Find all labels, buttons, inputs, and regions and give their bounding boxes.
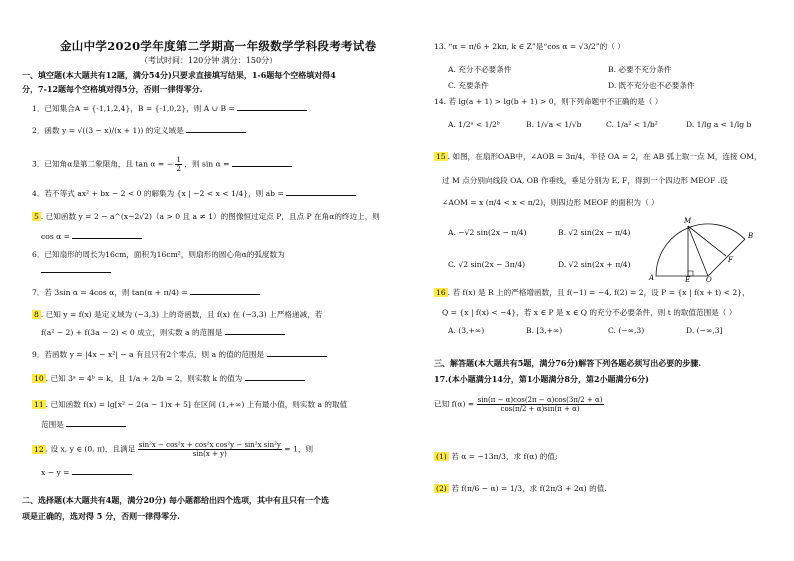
- fraction-numerator: sin(π − α)cos(2π − α)cos(3π/2 + α): [477, 396, 603, 404]
- option-13-D[interactable]: D. 既不充分也不必要条件: [608, 81, 695, 90]
- question-3-text-b: ，则 sin α =: [184, 159, 230, 169]
- part-2-number: (2): [436, 484, 447, 493]
- question-13: 13. “α = π/6 + 2kπ, k ∈ Z”是“cos α = √3/2”的（ ）: [434, 42, 625, 51]
- question-3-text-a: 3．已知角α是第二象限角，且 tan α = −: [32, 159, 174, 169]
- question-17: [434, 396, 604, 413]
- section1-header-line2: 分，7-12题每个空格填对得5分，否则一律得零分.: [22, 84, 203, 94]
- question-10-text: . 已知 3ᵃ = 4ᵇ = k，且 1/a + 2/b = 2，则实数 k 的值为: [45, 374, 243, 383]
- question-10-number: 10: [34, 374, 44, 383]
- section3-header: 三、解答题(本大题共有5题，满分76分)解答下列各题必须写出必要的步骤.: [434, 358, 702, 368]
- question-17-text: 已知 f(α) =: [434, 399, 475, 409]
- question-2-text-b: 的定义域是: [145, 126, 184, 135]
- question-5-text-b: cos α =: [41, 232, 71, 241]
- option-16-D[interactable]: D. (−∞,3]: [686, 326, 723, 335]
- fraction-denominator: cos(π/2 + α)sin(π + α): [500, 405, 580, 413]
- question-7: [32, 286, 260, 298]
- section1-header-line1: 一、填空题(本大题共有12题，满分54分)只要求直接填写结果，1-6题每个空格填对得4: [22, 70, 336, 80]
- answer-blank[interactable]: [245, 372, 305, 381]
- question-3: [32, 156, 292, 173]
- question-15-line3: ∠AOM = x (π/4 < x < π/2)，则四边形 MEOF 的面积为（ ）: [442, 198, 659, 207]
- question-15: [434, 152, 762, 162]
- question-11-text-a: . 已知函数 f(x) = lg[x² − 2(a − 1)x + 5] 在区间 (1,+∞) 上有最小值，则实数 a 的取值: [45, 400, 348, 409]
- part-2-text: 若 f(π/6 − α) = 1/3，求 f(2π/3 + 2α) 的值.: [451, 484, 607, 493]
- option-15-C[interactable]: C. √2 sin(2x − 3π/4): [448, 260, 526, 269]
- question-8: [32, 310, 322, 320]
- question-3-fraction: [175, 156, 181, 173]
- answer-blank[interactable]: [72, 466, 132, 475]
- question-7-text: 7．若 3sin α = 4cos α，则 tan(α + π/4) =: [32, 288, 188, 297]
- label-M: M: [684, 217, 692, 225]
- question-15-text-a: . 如图，在扇形OAB中，∠AOB = 3π/4，半径 OA = 2，在 AB 弧上取一点 M，连接 OM，: [447, 152, 762, 161]
- question-12-fraction: [138, 441, 282, 458]
- answer-blank[interactable]: [232, 158, 292, 167]
- question-12-line2: [41, 466, 132, 478]
- answer-blank[interactable]: [225, 326, 285, 335]
- question-16: [434, 288, 750, 298]
- question-17-header: 17.(本小题满分14分，第1小题满分8分，第2小题满分6分): [434, 374, 649, 384]
- part-1-number: (1): [436, 452, 447, 461]
- answer-blank[interactable]: [237, 102, 307, 111]
- question-12-text-b: = 1，则: [284, 444, 314, 454]
- answer-blank[interactable]: [190, 286, 260, 295]
- sector-figure: [646, 210, 786, 282]
- question-8-text-a: . 已知 y = f(x) 是定义域为 (−3,3) 上的奇函数，且 f(x) 在 (−3,3) 上严格递减，若: [40, 310, 323, 319]
- sector-outline: [656, 224, 745, 276]
- question-12: [32, 441, 313, 458]
- section2-header-line1: 二、选择题(本大题共有4题，满分20分) 每小题都给出四个选项，其中有且只有一个选: [22, 495, 330, 505]
- question-12-text-c: x − y =: [41, 468, 70, 477]
- question-15-number: 15: [436, 152, 446, 161]
- question-11-text-b: 范围是: [41, 420, 64, 429]
- option-16-C[interactable]: C. (−∞,3): [608, 326, 645, 335]
- question-5-line2: [41, 230, 142, 242]
- question-5-number: 5: [34, 212, 39, 221]
- question-14: 14. 若 lg(a + 1) > lg(b + 1) > 0，则下列命题中不正确的是（ ）: [434, 97, 663, 106]
- answer-blank[interactable]: [286, 187, 356, 196]
- question-8-line2: [41, 326, 285, 338]
- option-15-A[interactable]: A. −√2 sin(2x − π/4): [448, 228, 527, 237]
- question-1-text: 1．已知集合A = {-1,1,2,4}，B = {-1,0,2}，则 A ∪ B =: [32, 104, 235, 113]
- question-6-text: 6．已知扇形的周长为16cm，面积为16cm²，则扇形的圆心角α的弧度数为: [32, 250, 285, 259]
- fraction-denominator: 2: [176, 165, 181, 173]
- label-F: F: [728, 256, 733, 264]
- question-1: [32, 102, 307, 114]
- option-13-C[interactable]: C. 充要条件: [448, 81, 489, 90]
- option-14-D[interactable]: D. 1/lg a < 1/lg b: [686, 120, 752, 129]
- option-14-B[interactable]: B. 1/√a < 1/√b: [526, 120, 582, 129]
- question-9: [32, 348, 327, 360]
- section2-header-line2: 项是正确的，选对得 5 分，否则一律得零分.: [22, 511, 180, 521]
- question-17-part1: [434, 452, 558, 462]
- question-12-text-a: . 设 x, y ∈ (0, π)，且满足: [45, 444, 136, 454]
- question-5: [32, 212, 380, 222]
- option-16-A[interactable]: A. (3,+∞): [448, 326, 485, 335]
- question-17-fraction: [477, 396, 604, 413]
- fraction-numerator: sin²x − cos²x + cos²x cos²y − sin²x sin²y: [138, 441, 281, 449]
- question-8-text-b: f(a² − 2) + f(3a − 2) < 0 成立，则实数 a 的范围是: [41, 328, 223, 337]
- question-16-text-a: . 若 f(x) 是 R 上的严格增函数，且 f(−1) = −4, f(2) = 2，设 P = {x | f(x + t) < 2}，: [447, 288, 750, 297]
- option-13-A[interactable]: A. 充分不必要条件: [448, 65, 512, 74]
- question-16-number: 16: [436, 288, 446, 297]
- question-8-number: 8: [34, 310, 39, 319]
- question-11: [32, 400, 347, 410]
- question-10: [32, 372, 305, 384]
- option-15-B[interactable]: B. √2 sin(2x − π/4): [558, 228, 631, 237]
- question-4: [32, 187, 356, 199]
- question-11-line2: [41, 418, 126, 430]
- answer-blank[interactable]: [267, 348, 327, 357]
- question-12-number: 12: [34, 444, 44, 454]
- label-O: O: [706, 276, 712, 282]
- question-6: [32, 250, 285, 260]
- exam-title: 金山中学2020学年度第二学期高一年级数学学科段考考试卷: [60, 39, 377, 53]
- question-6-line2: [41, 264, 111, 276]
- question-9-text: 9．若函数 y = |4x − x²| − a 有且只有2个零点，则 a 的值的范围是: [32, 350, 265, 359]
- answer-blank[interactable]: [72, 230, 142, 239]
- fraction-denominator: sin(x + y): [192, 450, 227, 458]
- question-2: [32, 124, 246, 136]
- question-2-text-a: 2．函数 y =: [32, 126, 76, 135]
- answer-blank[interactable]: [41, 264, 111, 273]
- answer-blank[interactable]: [186, 124, 246, 133]
- question-5-text-a: . 已知函数 y = 2 − a^(x−2√2)（a > 0 且 a ≠ 1）的图像恒过定点 P，且点 P 在角α的终边上，则: [40, 212, 380, 221]
- right-column: [418, 0, 794, 561]
- label-A: A: [649, 274, 655, 282]
- label-B: B: [748, 232, 754, 240]
- option-15-D[interactable]: D. √2 sin(2x + π/4): [558, 260, 631, 269]
- option-13-B[interactable]: B. 必要不充分条件: [608, 65, 672, 74]
- option-14-A[interactable]: A. 1/2ᵃ < 1/2ᵇ: [448, 120, 500, 129]
- question-17-part2: [434, 484, 607, 494]
- fraction-numerator: 1: [176, 156, 181, 164]
- option-16-B[interactable]: B. [3,+∞): [526, 326, 563, 335]
- label-E: E: [685, 276, 691, 282]
- question-11-number: 11: [34, 400, 44, 409]
- answer-blank[interactable]: [66, 418, 126, 427]
- part-1-text: 若 α = −13π/3，求 f(α) 的值;: [451, 452, 558, 461]
- question-2-expression: √((3 − x)/(x + 1)): [77, 126, 144, 135]
- question-15-line2: 过 M 点分别向线段 OA, OB 作垂线，垂足分别为 E, F，得到一个四边形 MEOF .设: [442, 176, 728, 185]
- option-14-C[interactable]: C. 1/a² < 1/b²: [606, 120, 658, 129]
- exam-info: （考试时间：120分钟 满分：150分）: [140, 56, 278, 65]
- question-4-text: 4．若不等式 ax² + bx − 2 < 0 的解集为 {x | −2 < x < 1/4}，则 ab =: [32, 189, 284, 198]
- question-16-line2: Q = {x | f(x) < −4}，若 x ∈ P 是 x ∈ Q 的充分不必要条件，则 t 的取值范围是（ ）: [442, 308, 737, 317]
